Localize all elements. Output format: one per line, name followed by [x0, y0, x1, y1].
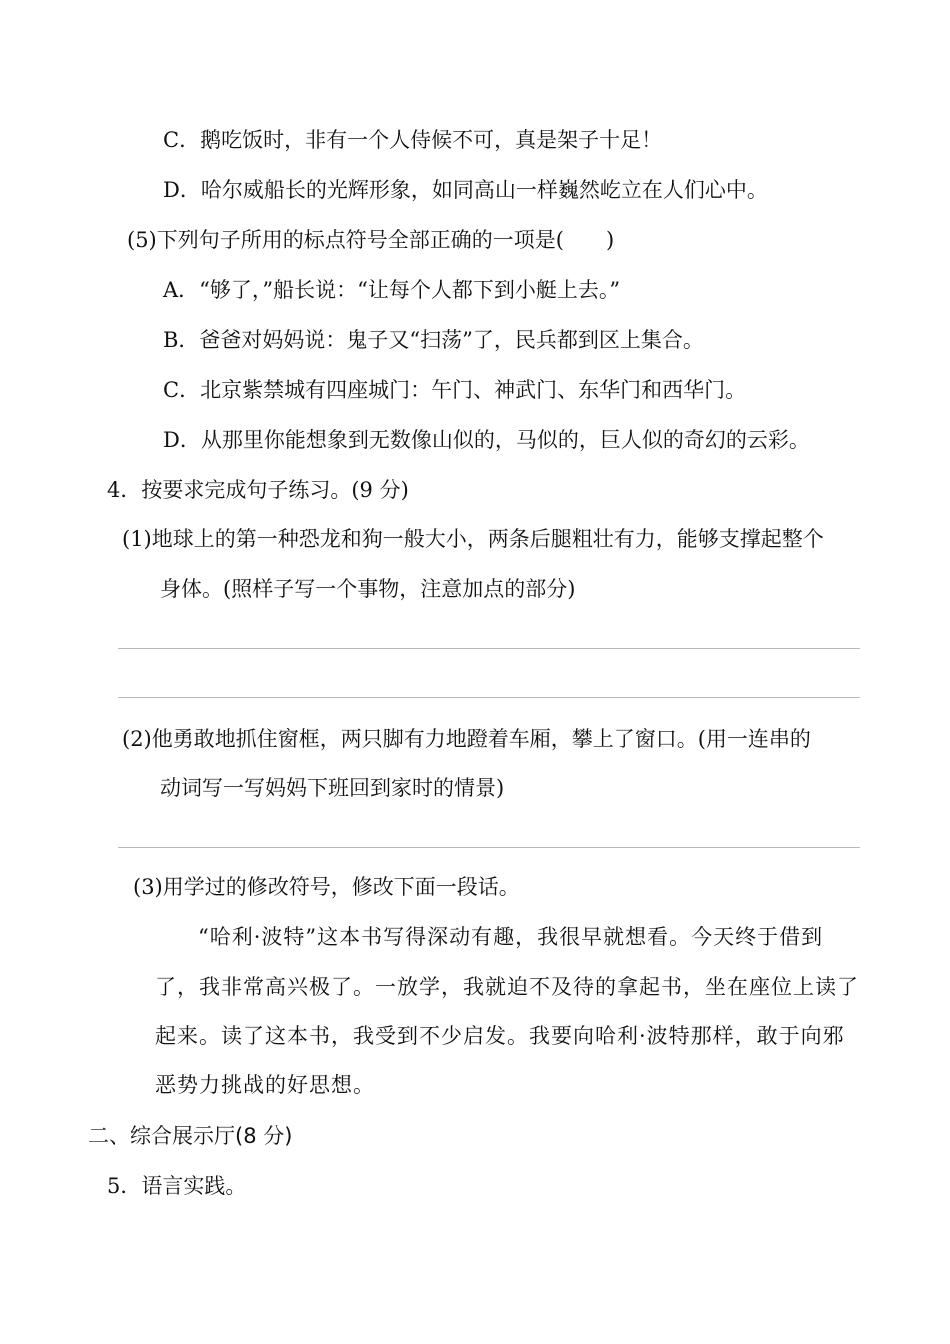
question-4-2-line1: (2)他勇敢地抓住窗框，两只脚有力地蹬着车厢，攀上了窗口。(用一连串的 [122, 727, 811, 751]
passage-line: 起来。读了这本书，我受到不少启发。我要向哈利·波特那样，敢于向邪 [155, 1024, 845, 1048]
question-4-1-line1: (1)地球上的第一种恐龙和狗一般大小，两条后腿粗壮有力，能够支撑起整个 [122, 527, 824, 551]
answer-line[interactable] [118, 697, 860, 698]
section-2-title: 二、综合展示厅(8 分) [88, 1124, 293, 1148]
option-d: D．哈尔威船长的光辉形象，如同高山一样巍然屹立在人们心中。 [163, 178, 768, 202]
answer-line[interactable] [118, 648, 860, 649]
question-4-title: 4．按要求完成句子练习。(9 分) [107, 478, 409, 502]
option-c: C．鹅吃饭时，非有一个人侍候不可，真是架子十足！ [163, 128, 663, 152]
question-4-1-line2: 身体。(照样子写一个事物，注意加点的部分) [160, 577, 576, 601]
question-5-title: 5．语言实践。 [107, 1174, 247, 1198]
option-c: C．北京紫禁城有四座城门：午门、神武门、东华门和西华门。 [163, 378, 747, 402]
passage-line: “哈利·波特”这本书写得深动有趣，我很早就想看。今天终于借到 [198, 925, 824, 949]
option-d: D．从那里你能想象到无数像山似的，马似的，巨人似的奇幻的云彩。 [163, 428, 810, 452]
option-b: B．爸爸对妈妈说：鬼子又“扫荡”了，民兵都到区上集合。 [163, 328, 704, 352]
passage-line: 了，我非常高兴极了。一放学，我就迫不及待的拿起书，坐在座位上读了 [155, 975, 859, 999]
option-a: A．“够了，”船长说：“让每个人都下到小艇上去。” [163, 278, 621, 302]
answer-line[interactable] [118, 847, 860, 848]
question-5-stem: (5)下列句子所用的标点符号全部正确的一项是( ) [127, 228, 615, 252]
passage-line: 恶势力挑战的好思想。 [155, 1073, 375, 1097]
question-4-3-stem: (3)用学过的修改符号，修改下面一段话。 [133, 875, 520, 899]
question-4-2-line2: 动词写一写妈妈下班回到家时的情景) [160, 776, 505, 800]
